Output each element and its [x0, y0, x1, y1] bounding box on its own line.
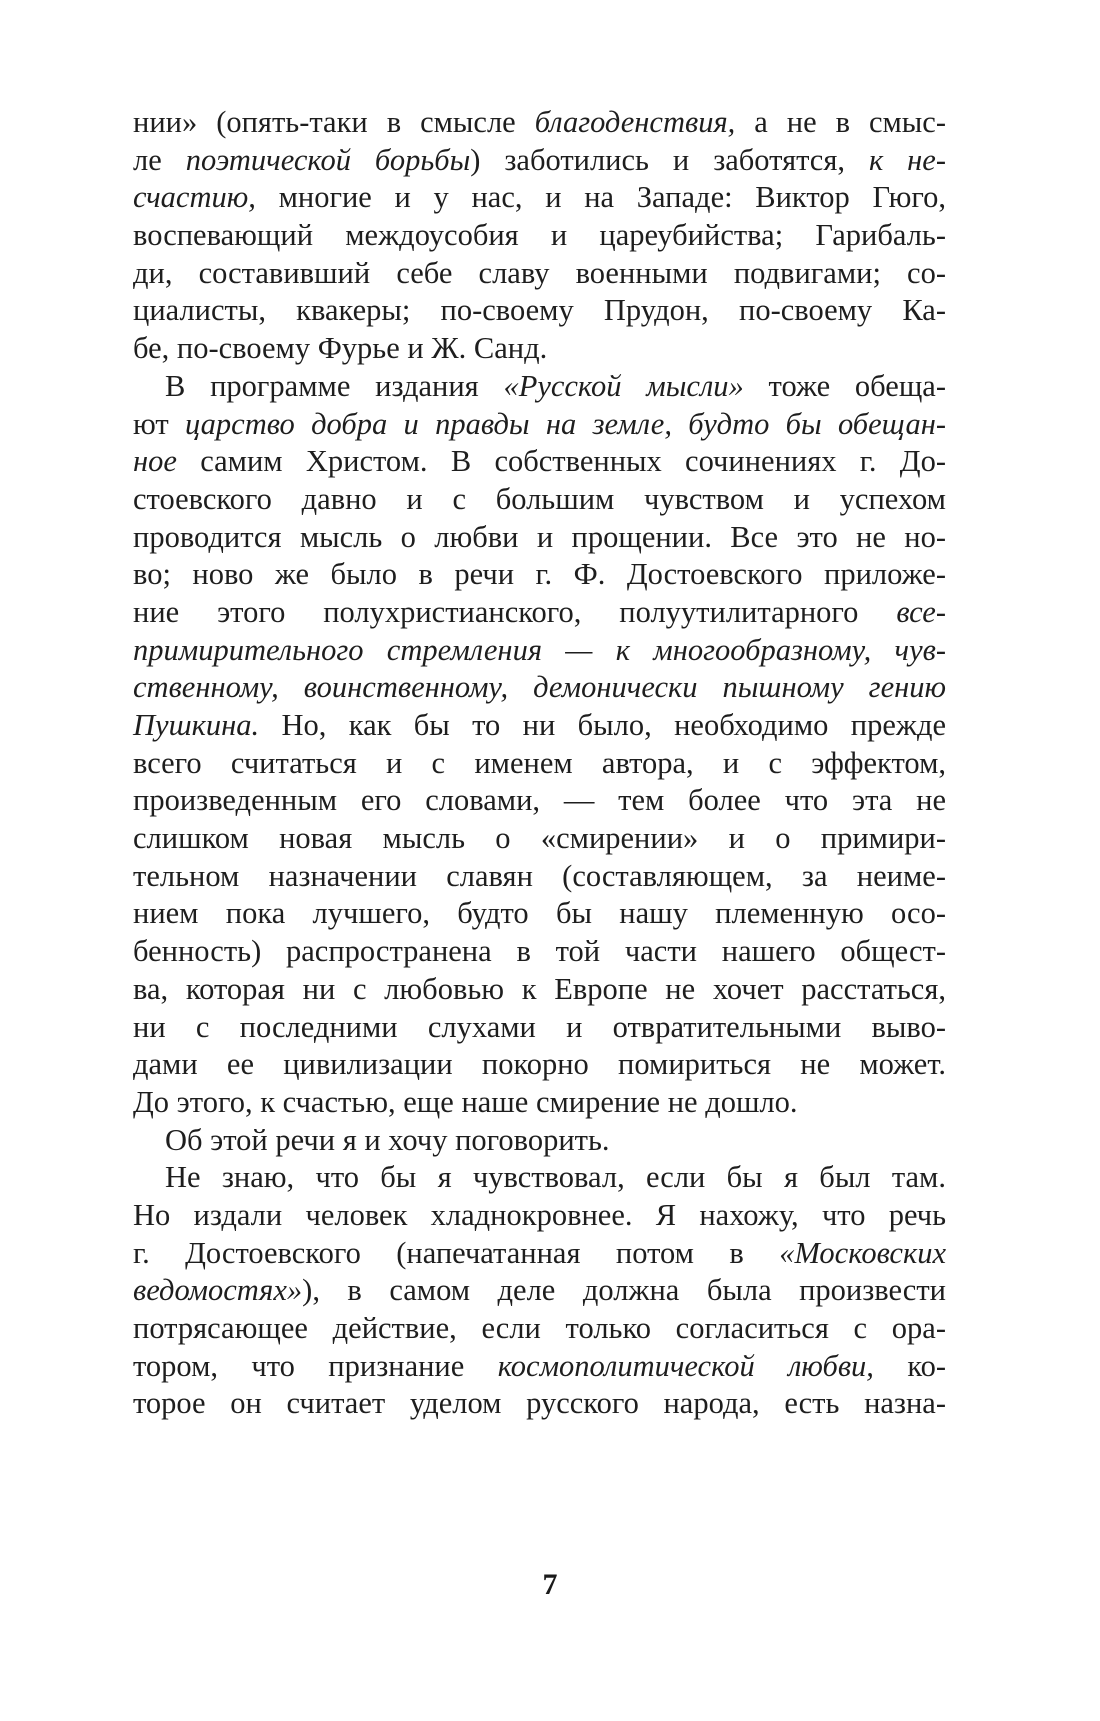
text-line	[133, 971, 946, 1009]
text-segment: многие и у нас, и на Западе: Виктор Гюго,	[255, 180, 946, 215]
text-line	[133, 1122, 946, 1160]
text-segment: ко-	[873, 1348, 946, 1383]
text-segment: произведенным его словами, — тем более что эта не	[133, 783, 946, 818]
text-segment: дами ее цивилизации покорно помириться не может.	[133, 1047, 946, 1082]
italic-text: космополитической любви,	[497, 1348, 874, 1383]
text-segment: Об этой речи я и хочу поговорить.	[165, 1122, 610, 1157]
text-line	[133, 406, 946, 444]
text-segment: Но, как бы то ни было, необходимо прежде	[259, 708, 946, 742]
italic-text: примирительного стремления — к многообразному, чув-	[133, 632, 946, 667]
text-line	[133, 481, 946, 519]
text-segment: Не знаю, что бы я чувствовал, если бы я был там.	[165, 1160, 946, 1195]
italic-text: Пушкина.	[133, 708, 260, 742]
text-segment: бенность) распространена в той части нашего общест-	[133, 934, 946, 969]
italic-text: «Русской мысли»	[503, 368, 744, 403]
text-line	[133, 368, 946, 406]
text-segment: торое он считает уделом русского народа, есть назна-	[133, 1386, 946, 1421]
text-line	[133, 519, 946, 557]
text-segment: ют	[133, 406, 186, 441]
italic-text: «Московских	[779, 1235, 946, 1270]
page-number: 7	[542, 1568, 558, 1601]
text-line	[133, 104, 946, 142]
text-segment: стоевского давно и с большим чувством и успехом	[133, 481, 946, 516]
text-line	[133, 1385, 946, 1423]
text-line	[133, 142, 946, 180]
text-line	[133, 594, 946, 632]
text-line	[133, 1235, 946, 1273]
text-segment: всего считаться и с именем автора, и с эффектом,	[133, 745, 946, 780]
text-line	[133, 1310, 946, 1348]
text-line	[133, 1272, 946, 1310]
text-segment: во; ново же было в речи г. Ф. Достоевского приложе-	[133, 557, 946, 592]
text-line	[133, 330, 946, 368]
italic-text: поэтической борьбы	[185, 142, 471, 177]
text-line	[133, 292, 946, 330]
italic-text: благоденствия,	[534, 105, 736, 139]
italic-text: ственному, воинственному, демонически пышному гению	[133, 670, 946, 705]
text-segment: тоже обеща-	[743, 368, 946, 403]
text-segment: воспевающий междоусобия и цареубийства; Гарибаль-	[133, 218, 946, 253]
text-line	[133, 1159, 946, 1197]
text-segment: бе, по-своему Фурье и Ж. Санд.	[133, 331, 548, 366]
body-text	[133, 104, 946, 1423]
text-segment: нии» (опять-таки в смысле	[133, 105, 535, 139]
text-segment: ), в самом деле должна была произвести	[302, 1273, 946, 1308]
italic-text: ное	[133, 444, 177, 479]
text-line	[133, 632, 946, 670]
text-segment: ле	[133, 142, 186, 177]
text-line	[133, 1348, 946, 1386]
italic-text: к не-	[868, 142, 947, 177]
text-segment: До этого, к счастью, еще наше смирение не дошло.	[133, 1084, 798, 1119]
text-line	[133, 1084, 946, 1122]
text-segment: нием пока лучшего, будто бы нашу племенную осо-	[133, 896, 946, 931]
text-line	[133, 179, 946, 217]
text-segment: самим Христом. В собственных сочинениях г. До-	[176, 444, 946, 479]
text-line	[133, 782, 946, 820]
text-segment: г. Достоевского (напечатанная потом в	[133, 1235, 780, 1270]
text-segment: а не в смыс-	[735, 105, 946, 139]
text-segment: тельном назначении славян (составляющем, за неиме-	[133, 858, 946, 893]
text-segment: слишком новая мысль о «смирении» и о примири-	[133, 821, 946, 856]
text-line	[133, 820, 946, 858]
text-line	[133, 556, 946, 594]
italic-text: царство добра и правды на земле, будто бы обещан-	[185, 406, 946, 441]
text-line	[133, 745, 946, 783]
text-segment: проводится мысль о любви и прощении. Все это не но-	[133, 519, 946, 554]
text-line	[133, 255, 946, 293]
text-segment: ва, которая ни с любовью к Европе не хочет расстаться,	[133, 971, 946, 1006]
italic-text: счастию,	[133, 180, 256, 215]
text-segment: потрясающее действие, если только согласиться с ора-	[133, 1311, 946, 1345]
text-line	[133, 1197, 946, 1235]
text-segment: В программе издания	[165, 368, 504, 403]
italic-text: все-	[896, 594, 946, 629]
text-line	[133, 1009, 946, 1047]
text-line	[133, 707, 946, 745]
text-segment: ди, составивший себе славу военными подвигами; со-	[133, 255, 946, 290]
text-segment: ни с последними слухами и отвратительными выво-	[133, 1009, 946, 1044]
text-line	[133, 217, 946, 255]
text-segment: ) заботились и заботятся,	[470, 142, 869, 177]
text-segment: ние этого полухристианского, полуутилитарного	[133, 594, 897, 629]
text-line	[133, 933, 946, 971]
text-line	[133, 669, 946, 707]
text-line	[133, 443, 946, 481]
text-segment: тором, что признание	[133, 1348, 498, 1383]
italic-text: ведомостях»	[133, 1273, 303, 1308]
text-line	[133, 895, 946, 933]
text-line	[133, 858, 946, 896]
text-segment: Но издали человек хладнокровнее. Я нахожу, что речь	[133, 1197, 946, 1232]
text-line	[133, 1046, 946, 1084]
text-segment: циалисты, квакеры; по-своему Прудон, по-своему Ка-	[133, 293, 946, 328]
